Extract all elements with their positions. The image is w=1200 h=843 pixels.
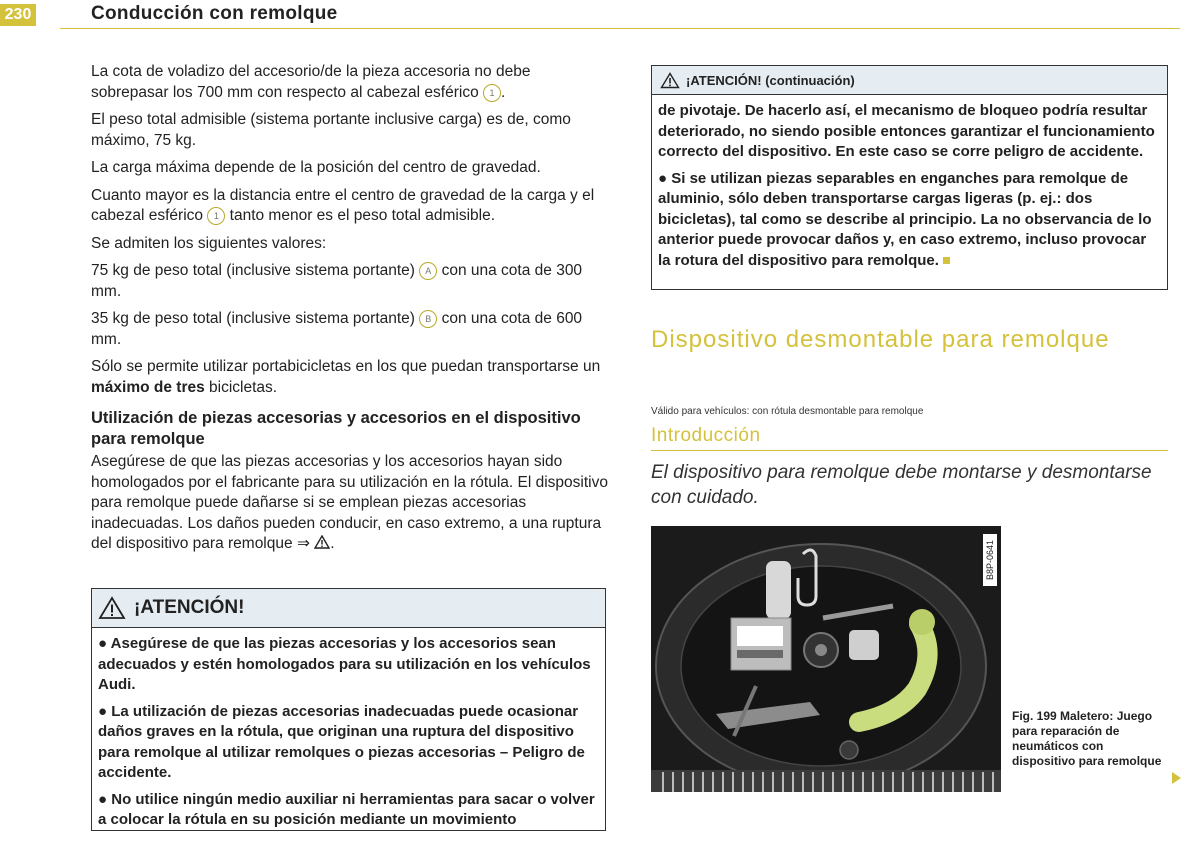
- warning-item: ● La utilización de piezas accesorias inadecuadas puede ocasionar daños graves en la rótula, que originan una ruptura del dispositivo para remolque al utilizar remolques o piezas accesorias – Peligro de accidente.: [98, 702, 585, 781]
- figure-caption: Fig. 199 Maletero: Juego para reparación de neumáticos con dispositivo para remolque: [1012, 709, 1162, 768]
- end-marker-icon: [943, 257, 950, 264]
- warning-title: ¡ATENCIÓN!: [134, 597, 245, 618]
- warning-item: ● Si se utilizan piezas separables en enganches para remolque de aluminio, sólo deben transportarse cargas ligeras (p. ej.: dos bicicletas), tal como se describe al principio. La no observancia de lo anterior puede provocar daños y, en caso extremo, incluso provocar la rotura del dispositivo para remolque.: [658, 169, 1152, 269]
- marker-1-icon: 1: [483, 84, 501, 102]
- continue-arrow-icon: [1172, 772, 1181, 784]
- paragraph-total-weight: El peso total admisible (sistema portante inclusive carga) es de, como máximo, 75 kg.: [91, 111, 571, 149]
- warning-box: [91, 588, 606, 831]
- warning-triangle-icon: [660, 72, 680, 89]
- section-title: Conducción con remolque: [91, 3, 338, 24]
- warning-box-continuation: [651, 65, 1168, 290]
- paragraph-value-a: 75 kg de peso total (inclusive sistema portante) A con una cota de 300 mm.: [91, 262, 583, 300]
- validity-note: Válido para vehículos: con rótula desmontable para remolque: [651, 406, 924, 417]
- warning-item: ● Asegúrese de que las piezas accesorias y los accesorios sean adecuados y estén homologados para su utilización en los vehículos Audi.: [98, 635, 591, 693]
- paragraph-accessories: Asegúrese de que las piezas accesorias y los accesorios hayan sido homologados por el fabricante para su utilización en la rótula. El dispositivo para remolque puede dañarse si se emplean piezas accesorias inadecuadas. Los daños pueden conducir, en caso extremo, a una ruptura del dispositivo para remolque ⇒ .: [91, 453, 608, 552]
- header-rule: [60, 28, 1180, 29]
- marker-1-icon: 1: [207, 207, 225, 225]
- subheading-accessories: Utilización de piezas accesorias y accesorios en el dispositivo para remolque: [91, 409, 581, 448]
- warning-header: [92, 589, 605, 628]
- warning-body: [92, 628, 605, 831]
- paragraph-overhang: La cota de voladizo del accesorio/de la pieza accesoria no debe sobrepasar los 700 mm con respecto al cabezal esférico 1 .: [91, 63, 531, 101]
- warning-body: [652, 95, 1167, 271]
- trunk-figure: [651, 526, 1001, 792]
- trunk-illustration: [651, 526, 1001, 792]
- page-number: 230: [0, 4, 36, 26]
- left-column: [91, 62, 609, 562]
- warning-item: de pivotaje. De hacerlo así, el mecanismo de bloqueo podría resultar deteriorado, no siendo posible entonces garantizar el funcionamiento correcto del dispositivo. En este caso se corre peligro de accidente.: [658, 102, 1155, 160]
- section-heading: Dispositivo desmontable para remolque: [651, 326, 1110, 353]
- marker-b-icon: B: [419, 310, 437, 328]
- subsection-heading: Introducción: [651, 425, 761, 446]
- page-header: [0, 0, 1200, 30]
- figure-code: B8P-0641: [983, 534, 997, 586]
- subsection-rule: [651, 450, 1168, 451]
- warning-item: ● No utilice ningún medio auxiliar ni herramientas para sacar o volver a colocar la rótula en su posición mediante un movimiento: [98, 790, 595, 828]
- paragraph-values-intro: Se admiten los siguientes valores:: [91, 234, 327, 252]
- paragraph-max-load: La carga máxima depende de la posición del centro de gravedad.: [91, 159, 541, 176]
- paragraph-value-b: 35 kg de peso total (inclusive sistema portante) B con una cota de 600 mm.: [91, 310, 583, 348]
- warning-header: [652, 66, 1167, 95]
- paragraph-distance: Cuanto mayor es la distancia entre el centro de gravedad de la carga y el cabezal esférico 1 tanto menor es el peso total admisible.: [91, 186, 595, 224]
- warning-triangle-icon: [314, 535, 330, 549]
- marker-a-icon: A: [419, 262, 437, 280]
- warning-title: ¡ATENCIÓN! (continuación): [686, 72, 855, 88]
- cross-reference-arrow: ⇒: [296, 535, 310, 552]
- warning-triangle-icon: [98, 596, 126, 620]
- paragraph-bike-rack: Sólo se permite utilizar portabicicletas en los que puedan transportarse un máximo de tres bicicletas.: [91, 358, 601, 396]
- intro-lead: El dispositivo para remolque debe montarse y desmontarse con cuidado.: [651, 462, 1152, 508]
